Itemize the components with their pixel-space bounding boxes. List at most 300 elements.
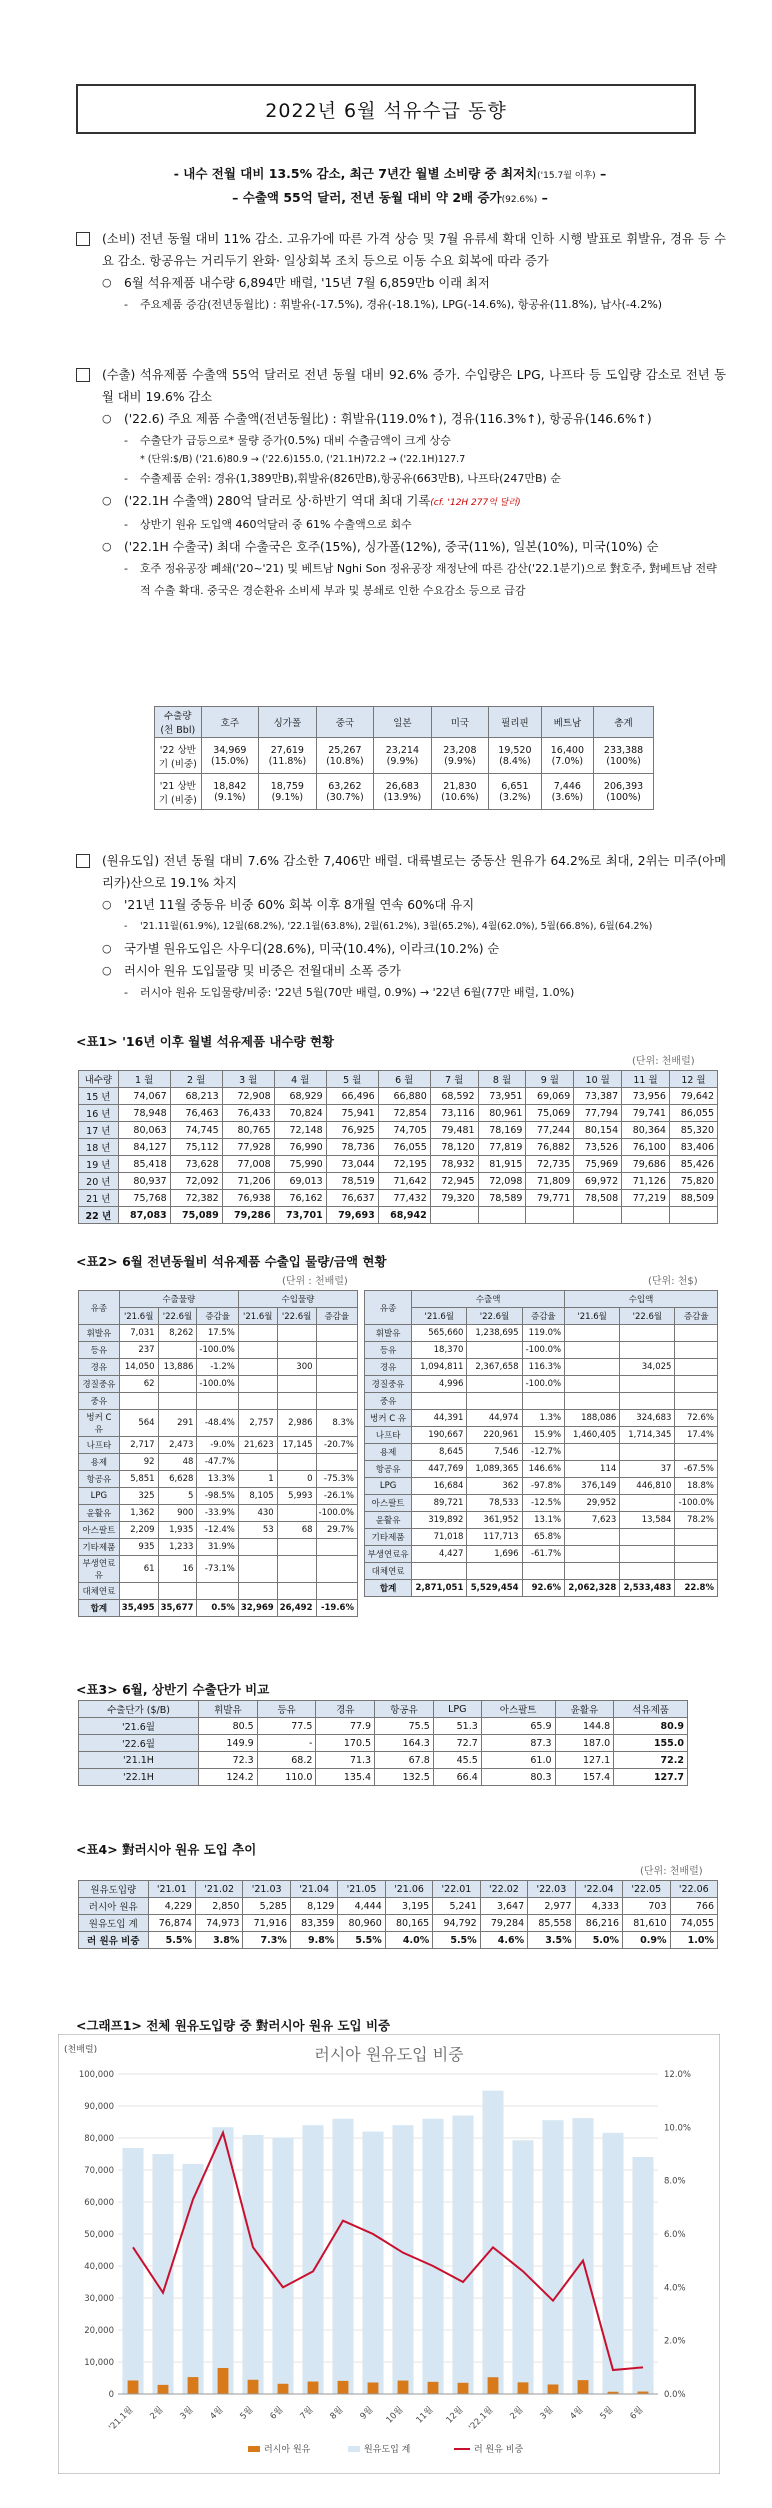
column-header: 수입물량 — [238, 1291, 357, 1308]
table-cell: 80.9 — [614, 1718, 688, 1735]
table-cell — [277, 1539, 316, 1556]
table-cell: 29.7% — [316, 1522, 357, 1539]
table-row — [79, 1556, 358, 1583]
table3 — [78, 1700, 688, 1786]
table-cell: 74,055 — [670, 1915, 718, 1932]
table-cell: 13,584 — [620, 1512, 675, 1529]
table-cell: 68,929 — [274, 1088, 326, 1105]
table-cell: 703 — [623, 1898, 670, 1915]
table-cell: 75,941 — [326, 1105, 378, 1122]
y-tick-label: 90,000 — [84, 2102, 114, 2112]
table-cell: 72,735 — [526, 1156, 574, 1173]
table-cell: 65.8% — [522, 1529, 565, 1546]
table-cell: 72.2 — [614, 1752, 688, 1769]
table-cell: 85,320 — [669, 1122, 717, 1139]
table-cell — [316, 1454, 357, 1471]
table2-volume — [78, 1290, 358, 1617]
table-cell: 합계 — [365, 1580, 412, 1597]
table-cell: 17.5% — [197, 1325, 238, 1342]
table-cell: 92 — [119, 1454, 158, 1471]
table-cell: 61.0 — [481, 1752, 555, 1769]
table-cell: 61 — [119, 1556, 158, 1583]
table-cell: 77.9 — [316, 1718, 375, 1735]
table-cell: 157.4 — [555, 1769, 614, 1786]
table-cell: 부생연료유 — [79, 1556, 120, 1583]
column-header: 수출단가 ($/B) — [79, 1701, 199, 1718]
bar-total — [423, 2119, 444, 2394]
table-cell: 3,647 — [480, 1898, 527, 1915]
table-cell — [316, 1342, 357, 1359]
table-cell: 72,854 — [378, 1105, 430, 1122]
table-cell: 4,427 — [412, 1546, 467, 1563]
bar-total — [213, 2127, 234, 2394]
table-cell: 72,908 — [222, 1088, 274, 1105]
table-cell: 72,382 — [170, 1190, 222, 1207]
table-cell: 76,874 — [148, 1915, 195, 1932]
table-cell — [119, 1583, 158, 1600]
column-header: '22.6월 — [277, 1308, 316, 1325]
table-cell: 73,701 — [274, 1207, 326, 1224]
table-row — [365, 1342, 718, 1359]
bar-russia — [548, 2384, 559, 2394]
y2-tick-label: 2.0% — [664, 2336, 686, 2347]
column-header: 10 월 — [574, 1071, 622, 1088]
table-cell: 188,086 — [565, 1410, 620, 1427]
table-row — [365, 1512, 718, 1529]
table-cell — [316, 1583, 357, 1600]
table-cell — [565, 1376, 620, 1393]
section-export: (수출) 석유제품 수출액 55억 달러로 전년 동월 대비 92.6% 증가. 수입량은 LPG, 나프타 등 도입량 감소로 전년 동월 대비 19.6% 감소 ○ ('22.6) 주요 제품 수출액(전년동월比) : 휘발유(119.0%↑), 경유(116.3%↑), 항공유(146.6%↑) - 수출단가 급등으로* 물량 증가(0.5%) 대비 수출금액이 크게 상승 * (단위:$/B) ('21.6)80.9 → ('22.6)155.0, ('21.1H)72.2 → ('22.1H)127.7 - 수출제품 순위: 경유(1,389만B),휘발유(826만B),항공유(663만B), 나프타(247만B) 순 ○ ('22.1H 수출액) 280억 달러로 상·하반기 역대 최대 기록(cf. '12H 277억 달러) - 상반기 원유 도입액 460억달러 중 61% 수출액으로 회수 ○ ('22.1H 수출국) 최대 수출국은 호주(15%), 싱가폴(12%), 중국(11%), 일본(10%), 미국(10%) 순 - 호주 정유공장 폐쇄('20~'21) 및 베트남 Nghi Son 정유공장 재정난에 따른 감산('22.1분기)으로 對호주, 對베트남 전략적 수출 확대. 중국은 경순환유 소비세 부과 및 봉쇄로 인한 수요감소 등으로 급감 — [76, 364, 726, 602]
bar-total — [153, 2154, 174, 2394]
table-cell — [316, 1393, 357, 1410]
table-cell: 76,433 — [222, 1105, 274, 1122]
table-row — [79, 1539, 358, 1556]
table-row — [365, 1444, 718, 1461]
table-cell: -33.9% — [197, 1505, 238, 1522]
table-cell: 83,359 — [290, 1915, 337, 1932]
table-cell: -9.0% — [197, 1437, 238, 1454]
table-cell: 나프타 — [365, 1427, 412, 1444]
table-row — [365, 1461, 718, 1478]
table-cell: -100.0% — [675, 1495, 718, 1512]
table-cell: 73,956 — [622, 1088, 670, 1105]
table-cell: 77,928 — [222, 1139, 274, 1156]
table-row — [365, 1478, 718, 1495]
column-header: LPG — [433, 1701, 481, 1718]
table-cell: 1,089,365 — [467, 1461, 522, 1478]
x-tick-label: 2월 — [148, 2405, 166, 2422]
table-row — [79, 1376, 358, 1393]
table-cell: 78,948 — [118, 1105, 170, 1122]
table-cell: 21 년 — [79, 1190, 119, 1207]
table-cell: 경유 — [365, 1359, 412, 1376]
column-header: 4 월 — [274, 1071, 326, 1088]
table-cell: 29,952 — [565, 1495, 620, 1512]
table-cell: 7,546 — [467, 1444, 522, 1461]
table-cell — [620, 1563, 675, 1580]
table-row — [79, 1718, 688, 1735]
bar-russia — [308, 2382, 319, 2394]
table-cell: 72,945 — [430, 1173, 478, 1190]
table-cell: 8,645 — [412, 1444, 467, 1461]
summary-line-1: - 내수 전월 대비 13.5% 감소, 최근 7년간 월별 소비량 중 최저치 — [173, 166, 538, 181]
table-cell — [277, 1342, 316, 1359]
column-header: 증감율 — [675, 1308, 718, 1325]
table-cell: 0.5% — [197, 1600, 238, 1617]
table-cell: 35,495 — [119, 1600, 158, 1617]
table-cell: 5.5% — [148, 1932, 195, 1949]
table-cell: 79,741 — [622, 1105, 670, 1122]
table-cell: 79,284 — [480, 1915, 527, 1932]
table-cell — [467, 1393, 522, 1410]
bar-total — [393, 2125, 414, 2394]
table-cell: 13,886 — [158, 1359, 197, 1376]
table-cell: 73,387 — [574, 1088, 622, 1105]
table-cell — [238, 1325, 277, 1342]
table-cell — [522, 1393, 565, 1410]
table-cell: 기타제품 — [365, 1529, 412, 1546]
y2-tick-label: 6.0% — [664, 2230, 686, 2240]
table-cell: 78,120 — [430, 1139, 478, 1156]
table-cell: 75,990 — [274, 1156, 326, 1173]
table-row — [79, 1505, 358, 1522]
table-cell: 합계 — [79, 1600, 120, 1617]
y-tick-label: 60,000 — [84, 2198, 114, 2208]
table-cell — [238, 1376, 277, 1393]
table-cell: 68 — [277, 1522, 316, 1539]
table-row — [79, 1342, 358, 1359]
column-header: 내수량 — [79, 1071, 119, 1088]
table-cell: 71,809 — [526, 1173, 574, 1190]
table-cell: 74,067 — [118, 1088, 170, 1105]
x-tick-label: '21.1월 — [107, 2405, 136, 2433]
table1 — [78, 1070, 718, 1224]
table-cell: 대체연료 — [365, 1563, 412, 1580]
table-cell: 135.4 — [316, 1769, 375, 1786]
column-header: '21.02 — [195, 1881, 242, 1898]
table-cell — [467, 1376, 522, 1393]
legend-swatch-total — [348, 2446, 360, 2452]
table-cell: 300 — [277, 1359, 316, 1376]
table-cell: 86,216 — [575, 1915, 622, 1932]
table-cell: 76,637 — [326, 1190, 378, 1207]
table-cell: 78,169 — [478, 1122, 526, 1139]
table-cell — [675, 1376, 718, 1393]
bar-russia — [158, 2385, 169, 2394]
table-cell: 79,286 — [222, 1207, 274, 1224]
column-header: '22.06 — [670, 1881, 718, 1898]
table-cell: 21,623 — [238, 1437, 277, 1454]
table-cell: 66.4 — [433, 1769, 481, 1786]
table-cell: 등유 — [79, 1342, 120, 1359]
table-cell: 75,069 — [526, 1105, 574, 1122]
table-cell: 77,794 — [574, 1105, 622, 1122]
table-row — [79, 1454, 358, 1471]
table-cell: 53 — [238, 1522, 277, 1539]
column-header: '21.03 — [243, 1881, 290, 1898]
table-cell: 벙커 C 유 — [79, 1410, 120, 1437]
table-row — [79, 1769, 688, 1786]
table-row — [79, 1735, 688, 1752]
bar-total — [513, 2140, 534, 2394]
table-cell: 164.3 — [375, 1735, 434, 1752]
table-row — [79, 1139, 718, 1156]
table-cell: 3.8% — [195, 1932, 242, 1949]
table-cell — [467, 1563, 522, 1580]
table-cell: '22.6월 — [79, 1735, 199, 1752]
table-cell: 16 — [158, 1556, 197, 1583]
table-cell: 1.0% — [670, 1932, 718, 1949]
bar-russia — [518, 2382, 529, 2394]
table-cell: 5,285 — [243, 1898, 290, 1915]
table-row — [79, 1437, 358, 1454]
table-cell: 564 — [119, 1410, 158, 1437]
x-tick-label: 3월 — [538, 2405, 556, 2422]
x-tick-label: 9월 — [358, 2405, 376, 2422]
table-cell: 76,055 — [378, 1139, 430, 1156]
table-cell: 92.6% — [522, 1580, 565, 1597]
table-cell: 5,241 — [433, 1898, 480, 1915]
legend-swatch-russia — [248, 2446, 260, 2452]
table-cell: 149.9 — [199, 1735, 258, 1752]
y2-tick-label: 4.0% — [664, 2283, 686, 2294]
table-cell: 71,018 — [412, 1529, 467, 1546]
table-cell — [620, 1376, 675, 1393]
table-cell: 19 년 — [79, 1156, 119, 1173]
table-cell: 155.0 — [614, 1735, 688, 1752]
crude-import-chart — [58, 2034, 720, 2474]
table-cell: 7.3% — [243, 1932, 290, 1949]
column-header: '21.01 — [148, 1881, 195, 1898]
table-cell: 69,972 — [574, 1173, 622, 1190]
table-cell: 32,969 — [238, 1600, 277, 1617]
table-cell: -12.7% — [522, 1444, 565, 1461]
table-cell: 110.0 — [257, 1769, 316, 1786]
bar-total — [123, 2148, 144, 2394]
x-tick-label: 5월 — [598, 2405, 616, 2422]
table-cell: 71.3 — [316, 1752, 375, 1769]
table-cell: 80,154 — [574, 1122, 622, 1139]
table-cell: 1,233 — [158, 1539, 197, 1556]
document-title: 2022년 6월 석유수급 동향 — [76, 84, 696, 134]
y-tick-label: 10,000 — [84, 2358, 114, 2368]
table-cell: 80,937 — [118, 1173, 170, 1190]
bar-russia — [248, 2380, 259, 2394]
table-cell — [620, 1444, 675, 1461]
table-cell: 기타제품 — [79, 1539, 120, 1556]
table-cell: 2,850 — [195, 1898, 242, 1915]
x-tick-label: 3월 — [178, 2405, 196, 2422]
table-cell: 72,148 — [274, 1122, 326, 1139]
table-cell — [565, 1444, 620, 1461]
table-cell: 윤활유 — [79, 1505, 120, 1522]
table-cell: 9.8% — [290, 1932, 337, 1949]
table-cell: 127.1 — [555, 1752, 614, 1769]
table-cell: 78,736 — [326, 1139, 378, 1156]
table-cell: -75.3% — [316, 1471, 357, 1488]
table-cell: 124.2 — [199, 1769, 258, 1786]
table-cell: 77,432 — [378, 1190, 430, 1207]
table-cell: 80,960 — [338, 1915, 385, 1932]
table-cell: 78,508 — [574, 1190, 622, 1207]
table-cell — [565, 1563, 620, 1580]
table-cell: 44,974 — [467, 1410, 522, 1427]
table-cell: 89,721 — [412, 1495, 467, 1512]
column-header: 수출물량 — [119, 1291, 238, 1308]
table-cell: 용제 — [79, 1454, 120, 1471]
table-cell: 2,062,328 — [565, 1580, 620, 1597]
table-cell: 78,589 — [478, 1190, 526, 1207]
table-cell: 아스팔트 — [79, 1522, 120, 1539]
table-row — [79, 1105, 718, 1122]
table-cell: 31.9% — [197, 1539, 238, 1556]
table-cell: -67.5% — [675, 1461, 718, 1478]
checkbox-icon — [76, 368, 90, 382]
column-header: 증감율 — [522, 1308, 565, 1325]
table-cell — [467, 1342, 522, 1359]
table-cell: 324,683 — [620, 1410, 675, 1427]
table-cell: 220,961 — [467, 1427, 522, 1444]
table-cell: 16,684 — [412, 1478, 467, 1495]
column-header: 11 월 — [622, 1071, 670, 1088]
table-cell — [238, 1359, 277, 1376]
table-cell: 170.5 — [316, 1735, 375, 1752]
table-cell — [620, 1342, 675, 1359]
table-cell: 74,745 — [170, 1122, 222, 1139]
table-cell — [675, 1393, 718, 1410]
bar-russia — [458, 2383, 469, 2394]
table-cell: 72.3 — [199, 1752, 258, 1769]
y-tick-label: 50,000 — [84, 2230, 114, 2240]
column-header: 등유 — [257, 1701, 316, 1718]
table-cell: 66,496 — [326, 1088, 378, 1105]
table-cell: 132.5 — [375, 1769, 434, 1786]
table-cell: 77.5 — [257, 1718, 316, 1735]
table-cell: 러시아 원유 — [79, 1898, 149, 1915]
table-cell: '21.1H — [79, 1752, 199, 1769]
table-cell: 72.7 — [433, 1735, 481, 1752]
table-cell: 15 년 — [79, 1088, 119, 1105]
table-cell: 부생연료유 — [365, 1546, 412, 1563]
table-row — [365, 1580, 718, 1597]
table-cell — [675, 1359, 718, 1376]
table-cell: 20 년 — [79, 1173, 119, 1190]
table-cell: 3,195 — [385, 1898, 432, 1915]
table-cell: 2,977 — [528, 1898, 575, 1915]
column-header: '22.03 — [528, 1881, 575, 1898]
column-header: 9 월 — [526, 1071, 574, 1088]
document-page: 2022년 6월 석유수급 동향 - 내수 전월 대비 13.5% 감소, 최근 7년간 월별 소비량 중 최저치('15.7월 이후) – – 수출액 55억 달러, 전년 동월 대비 약 2배 증가(92.6%) – (소비) 전년 동월 대비 11% 감소. 고유가에 따른 가격 상승 및 7월 유류세 확대 인하 시행 발표로 휘발유, 경유 등 수요 감소. 항공유는 거리두기 완화· 일상회복 조치 등으로 이동 수요 회복에 따라 증가 ○ 6월 석유제품 내수량 6,894만 배럴, '15년 7월 6,859만b 이래 최저 - 주요제품 증감(전년동월比) : 휘발유(-17.5%), 경유(-18.1%), LPG(-14.6%), 항공유(11.8%), 납사(-4.2%) (수출) 석유제품 수출액 55억 달러로 전년 동월 대비 92.6% 증가. 수입량은 LPG, 나프타 등 도입량 감소로 전년 동월 대비 19.6% 감소 ○ ('22.6) 주요 제품 수출액(전년동월比) : 휘발유(119.0%↑), 경유(116.3%↑), 항공유(146.6%↑) - 수출단가 급등으로* 물량 증가(0.5%) 대비 수출금액이 크게 상승 * (단위:$/B) ('21.6)80.9 → ('22.6)155.0, ('21.1H)72.2 → ('22.1H)127.7 - 수출제품 순위: 경유(1,389만B),휘발유(826만B),항공유(663만B), 나프타(247만B) 순 ○ ('22.1H 수출액) 280억 달러로 상·하반기 역대 최대 기록(cf. '12H 277억 달러) - 상반기 원유 도입액 460억달러 중 61% 수출액으로 회수 ○ ('22.1H 수출국) 최대 수출국은 호주(15%), 싱가폴(12%), 중국(11%), 일본(10%), 미국(10%) 순 - 호주 정유공장 폐쇄('20~'21) 및 베트남 Nghi Son 정유공장 재정난에 따른 감산('22.1분기)으로 對호주, 對베트남 전략적 수출 확대. 중국은 경순환유 소비세 부과 및 봉쇄로 인한 수요감소 등으로 급감 수출량 (천 Bbl) 호주 싱가폴 중국 일본 미국 필리핀 베트남 총계 '22 상반기 (비중) 34,969 (15.0%) 27,619 (11.8%) 25,267 (10.8%) 23,214 (9.9%) 23,208 (9.9%) 19,520 (8.4%) 16,400 (7.0%) 233,388 (100%) '21 상반기 (비중) 18,842 (9.1%) 18,759 (9.1%) 63,262 (30.7%) 26,683 (13.9%) 21,830 (10.6%) 6,651 (3.2%) 7,446 (3.6%) 206,393 (100%) (원유도입) 전년 동월 대비 7.6% 감소한 7,406만 배럴. 대륙별로는 중동산 원유가 64.2%로 최대, 2위는 미주(아메리카)산으로 19.1% 차지 ○ '21년 11월 중동유 비중 60% 회복 이후 8개월 연속 60%대 유지 - '21.11월(61.9%), 12월(68.2%), '22.1월(63.8%), 2월(61.2%), 3월(65.2%), 4월(62.0%), 5월(66.8%), 6월(64.2%) ○ 국가별 원유도입은 사우디(28.6%), 미국(10.4%), 이라크(10.2%) 순 ○ 러시아 원유 도입물량 및 비중은 전월대비 소폭 증가 - 러시아 원유 도입물량/비중: '22년 5월(70만 배럴, 0.9%) → '22년 6월(77만 배럴, 1.0%) <표1> '16년 이후 월별 석유제품 내수량 현황 (단위: 천배럴) 내수량 1 월 2 월 3 월 4 월 5 월 6 월 7 월 8 월 9 월 10 월 11 월 12 월 15 년 74,067 68,213 72,908 68,929 66,496 66,880 68,592 73,951 69,069 73,387 73,956 79,642 16 년 78,948 76,463 76,433 70,824 75,941 72,854 73,116 80,961 75,069 77,794 79,741 86,055 17 년 80,063 74,745 80,765 72,148 76,925 74,705 79,481 78,169 77,244 80,154 80,364 85,320 18 년 84,127 75,112 77,928 76,990 78,736 76,055 78,120 77,819 76,882 73,526 76,100 83,406 19 년 85,418 73,628 77,008 75,990 73,044 72,195 78,932 81,915 72,735 75,969 79,686 85,426 20 년 80,937 72,092 71,206 69,013 78,519 71,642 72,945 72,098 71,809 69,972 71,126 75,820 21 년 75,768 72,382 76,938 76,162 76,637 77,432 79,320 78,589 79,771 78,508 77,219 88,509 22 년 87,083 75,089 79,286 73,701 79,693 68,942 <표2> 6월 전년동월비 석유제품 수출입 물량/금액 현황 (단위 : 천배럴) (단위: 천$) 유종 수출물량 수입물량 '21.6월 '22.6월 증감율 '21.6월 '22.6월 증감율 휘발유 7,031 8,262 17.5% 등유 237 -100.0% 경유 14,050 13,886 -1.2% 300 경질중유 62 -100.0% 중유 벙커 C 유 564 291 -48.4% 2,757 2,986 8.3% 나프타 2,717 2,473 -9.0% 21,623 17,145 -20.7% 용제 92 48 -47.7% 항공유 5,851 6,628 13.3% 1 0 -75.3% LPG 325 5 -98.5% 8,105 5,993 -26.1% 윤활유 1,362 900 -33.9% 430 -100.0% 아스팔트 2,209 1,935 -12.4% 53 68 29.7% 기타제품 935 1,233 31.9% 부생연료유 61 16 -73.1% 대체연료 합계 35,495 35,677 0.5% 32,969 26,492 -19.6% 유종 수출액 수입액 '21.6월 '22.6월 증감율 '21.6월 '22.6월 증감율 휘발유 565,660 1,238,695 119.0% 등유 18,370 -100.0% 경유 1,094,811 2,367,658 116.3% 34,025 경질중유 4,996 -100.0% 중유 벙커 C 유 44,391 44,974 1.3% 188,086 324,683 72.6% 나프타 190,667 220,961 15.9% 1,460,405 1,714,345 17.4% 용제 8,645 7,546 -12.7% 항공유 447,769 1,089,365 146.6% 114 37 -67.5% LPG 16,684 362 -97.8% 376,149 446,810 18.8% 아스팔트 89,721 78,533 -12.5% 29,952 -100.0% 윤활유 319,892 361,952 13.1% 7,623 13,584 78.2% 기타제품 71,018 117,713 65.8% 부생연료유 4,427 1,696 -61.7% 대체연료 합계 2,871,051 5,529,454 92.6% 2,062,328 2,533,483 22.8% <표3> 6월, 상반기 수출단가 비교 수출단가 ($/B) 휘발유 등유 경유 항공유 LPG 아스팔트 윤활유 석유제품 '21.6월 80.5 77.5 77.9 75.5 51.3 65.9 144.8 80.9 '22.6월 149.9 - 170.5 164.3 72.7 87.3 187.0 155.0 '21.1H 72.3 68.2 71.3 67.8 45.5 61.0 127.1 72.2 '22.1H 124.2 110.0 135.4 132.5 66.4 80.3 157.4 127.7 <표4> 對러시아 원유 도입 추이 (단위: 천배럴) 원유도입량 '21.01 '21.02 '21.03 '21.04 '21.05 '21.06 '22.01 '22.02 '22.03 '22.04 '22.05 '22.06 러시아 원유 4,229 2,850 5,285 8,129 4,444 3,195 5,241 3,647 2,977 4,333 703 766 원유도입 계 76,874 74,973 71,916 83,359 80,960 80,165 94,792 79,284 85,558 86,216 81,610 74,055 러 원유 비중 5.5% 3.8% 7.3% 9.8% 5.5% 4.0% 5.5% 4.6% 3.5% 5.0% 0.9% 1.0% <그래프1> 전체 원유도입량 중 對러시아 원유 도입 비중 러시아 원유도입 비중 (천배럴) 0 10,000 20,000 30,000 40,000 50,000 60,000 70,000 80,000 90,000 100,000 0.0% 2.0% 4.0% 6.0% 8.0% 10.0% 12.0% '21.1월 2월 3월 4월 5월 6월 7월 8월 9월 10월 11월 12월 '22.1월 2월 3월 4월 5월 6월 러시아 원유 원유도입 계 러 원유 비중 — [0, 0, 772, 2508]
table-row — [365, 1376, 718, 1393]
table-row — [79, 1583, 358, 1600]
table-cell: 565,660 — [412, 1325, 467, 1342]
table-cell — [675, 1546, 718, 1563]
table-cell: -100.0% — [522, 1342, 565, 1359]
table-cell — [620, 1529, 675, 1546]
table-cell — [197, 1583, 238, 1600]
table-cell — [675, 1342, 718, 1359]
table-cell — [238, 1342, 277, 1359]
column-header: '21.05 — [338, 1881, 385, 1898]
table-cell: 항공유 — [365, 1461, 412, 1478]
table-cell: 71,916 — [243, 1915, 290, 1932]
table-cell: 84,127 — [118, 1139, 170, 1156]
table-cell: 69,069 — [526, 1088, 574, 1105]
table-cell: -20.7% — [316, 1437, 357, 1454]
column-header: 윤활유 — [555, 1701, 614, 1718]
table-row — [79, 1156, 718, 1173]
table-cell: 446,810 — [620, 1478, 675, 1495]
table-cell: 70,824 — [274, 1105, 326, 1122]
table-cell: 80,961 — [478, 1105, 526, 1122]
table-cell: 5.5% — [433, 1932, 480, 1949]
table-cell: LPG — [79, 1488, 120, 1505]
table-cell: 75,820 — [669, 1173, 717, 1190]
table-cell: 8,129 — [290, 1898, 337, 1915]
table-cell — [675, 1444, 718, 1461]
table-row — [79, 1522, 358, 1539]
table-cell: 68,592 — [430, 1088, 478, 1105]
column-header: 7 월 — [430, 1071, 478, 1088]
table-cell: 18.8% — [675, 1478, 718, 1495]
y-tick-label: 100,000 — [78, 2070, 114, 2080]
y-tick-label: 30,000 — [84, 2294, 114, 2304]
table-cell — [622, 1207, 670, 1224]
table-cell — [277, 1454, 316, 1471]
table4-caption: <표4> 對러시아 원유 도입 추이 — [76, 1842, 257, 1857]
table-cell — [277, 1376, 316, 1393]
table-cell: 35,677 — [158, 1600, 197, 1617]
table-cell: 88,509 — [669, 1190, 717, 1207]
table-cell: 900 — [158, 1505, 197, 1522]
table-cell — [526, 1207, 574, 1224]
bar-russia — [128, 2380, 139, 2394]
table-cell: 벙커 C 유 — [365, 1410, 412, 1427]
table-cell: 76,925 — [326, 1122, 378, 1139]
table-cell — [238, 1539, 277, 1556]
table-cell: 아스팔트 — [365, 1495, 412, 1512]
y2-tick-label: 8.0% — [664, 2176, 686, 2187]
table-cell: 114 — [565, 1461, 620, 1478]
bar-total — [573, 2118, 594, 2394]
y2-tick-label: 0.0% — [664, 2390, 686, 2400]
column-header: '22.01 — [433, 1881, 480, 1898]
column-header: 2 월 — [170, 1071, 222, 1088]
bar-total — [603, 2133, 624, 2394]
table-cell: 6,628 — [158, 1471, 197, 1488]
column-header: '21.06 — [385, 1881, 432, 1898]
y-tick-label: 40,000 — [84, 2262, 114, 2272]
bar-russia — [398, 2381, 409, 2394]
table-cell: 75.5 — [375, 1718, 434, 1735]
column-header: 원유도입량 — [79, 1881, 149, 1898]
table-cell: 75,089 — [170, 1207, 222, 1224]
table-cell — [565, 1546, 620, 1563]
x-tick-label: 6월 — [628, 2405, 646, 2422]
table-cell — [565, 1529, 620, 1546]
table-cell: 5.0% — [575, 1932, 622, 1949]
table-cell: 80,063 — [118, 1122, 170, 1139]
column-header: '21.6월 — [565, 1308, 620, 1325]
bar-total — [453, 2116, 474, 2394]
table-cell: 72,098 — [478, 1173, 526, 1190]
table-cell: '22.1H — [79, 1769, 199, 1786]
table-cell: 44,391 — [412, 1410, 467, 1427]
table-cell: 14,050 — [119, 1359, 158, 1376]
table-cell — [158, 1376, 197, 1393]
table-cell: 22 년 — [79, 1207, 119, 1224]
table-cell: 319,892 — [412, 1512, 467, 1529]
